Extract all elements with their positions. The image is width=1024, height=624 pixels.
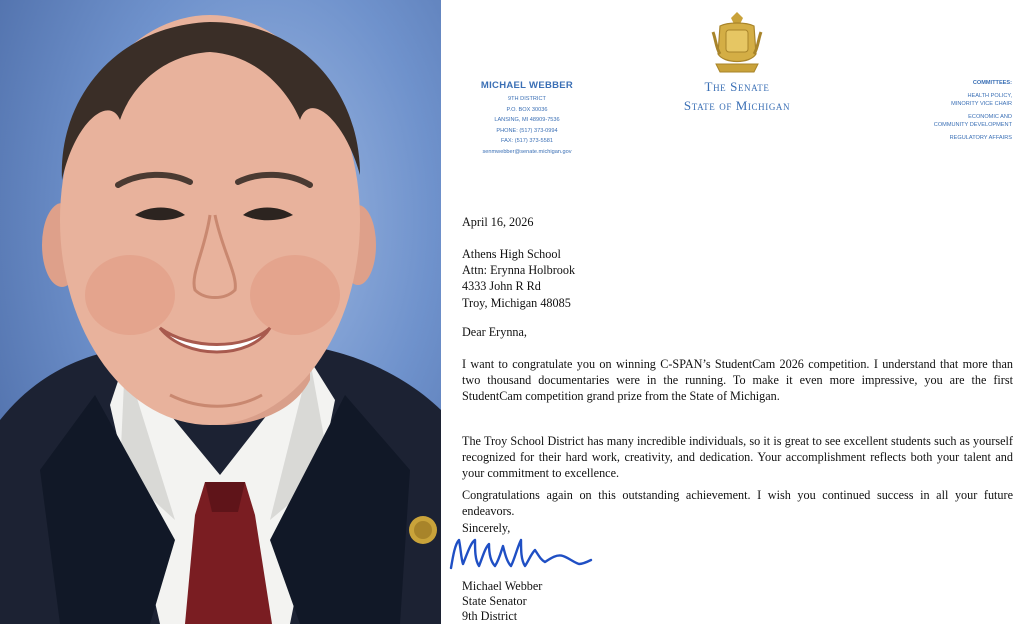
- letterhead-email: senmwebber@senate.michigan.gov: [482, 148, 572, 155]
- letterhead-state: State of Michigan: [683, 98, 791, 113]
- address-line-4: Troy, Michigan 48085: [462, 295, 571, 310]
- letterhead-po-box: P.O. BOX 30036: [506, 106, 548, 113]
- committee-economic: ECONOMIC AND: [968, 113, 1012, 120]
- address-line-1: Athens High School: [462, 247, 561, 261]
- closing: Sincerely,: [462, 521, 511, 535]
- signer-district: 9th District: [462, 609, 518, 623]
- senator-portrait-photo: [0, 0, 441, 624]
- signer-title: State Senator: [462, 594, 527, 608]
- paragraph-3: Congratulations again on this outstanding achievement. I wish you continued success in all your future endeavors.: [462, 488, 1013, 518]
- letterhead-fax: FAX: (517) 373-5581: [501, 138, 553, 145]
- address-line-2: Attn: Erynna Holbrook: [462, 263, 576, 278]
- letterhead-district: 9TH DISTRICT: [508, 96, 546, 102]
- handwritten-signature-icon: [445, 528, 595, 576]
- signer-name: Michael Webber: [462, 579, 543, 593]
- senate-letter: [441, 0, 1024, 624]
- letterhead-senate: The Senate: [704, 79, 770, 94]
- letter-date: April 16, 2026: [462, 215, 534, 229]
- letterhead-contact-block: [457, 80, 597, 158]
- committee-regulatory-affairs: REGULATORY AFFAIRS: [949, 134, 1012, 141]
- committees-title: COMMITTEES:: [972, 80, 1012, 86]
- signature-block: [462, 579, 542, 624]
- recipient-address: [462, 246, 575, 311]
- michigan-seal-icon: [710, 10, 764, 76]
- letterhead-name: MICHAEL WEBBER: [480, 80, 574, 91]
- letterhead-committees-block: [862, 79, 1012, 143]
- letterhead-city: LANSING, MI 48909-7536: [494, 117, 560, 124]
- letterhead-phone: PHONE: (517) 373-0994: [496, 127, 558, 134]
- letterhead-title-block: [657, 10, 817, 114]
- committee-health-policy: HEALTH POLICY,: [967, 92, 1012, 99]
- portrait-illustration: [0, 0, 441, 624]
- committee-health-policy-role: MINORITY VICE CHAIR: [951, 101, 1012, 108]
- committee-community-development: COMMUNITY DEVELOPMENT: [933, 122, 1012, 129]
- address-line-3: 4333 John R Rd: [462, 279, 541, 294]
- paragraph-2: The Troy School District has many incredible individuals, so it is great to see excellent students such as yourself recognized for their hard work, creativity, and dedication. Your accomplishment reflects both your talent and your commitment to excellence.: [462, 434, 1013, 480]
- salutation: Dear Erynna,: [462, 325, 527, 339]
- paragraph-1: I want to congratulate you on winning C-SPAN’s StudentCam 2026 competition. I understand that more than two thousand documentaries were in the running. To make it even more impressive, you are the first StudentCam competition grand prize from the State of Michigan.: [462, 357, 1013, 403]
